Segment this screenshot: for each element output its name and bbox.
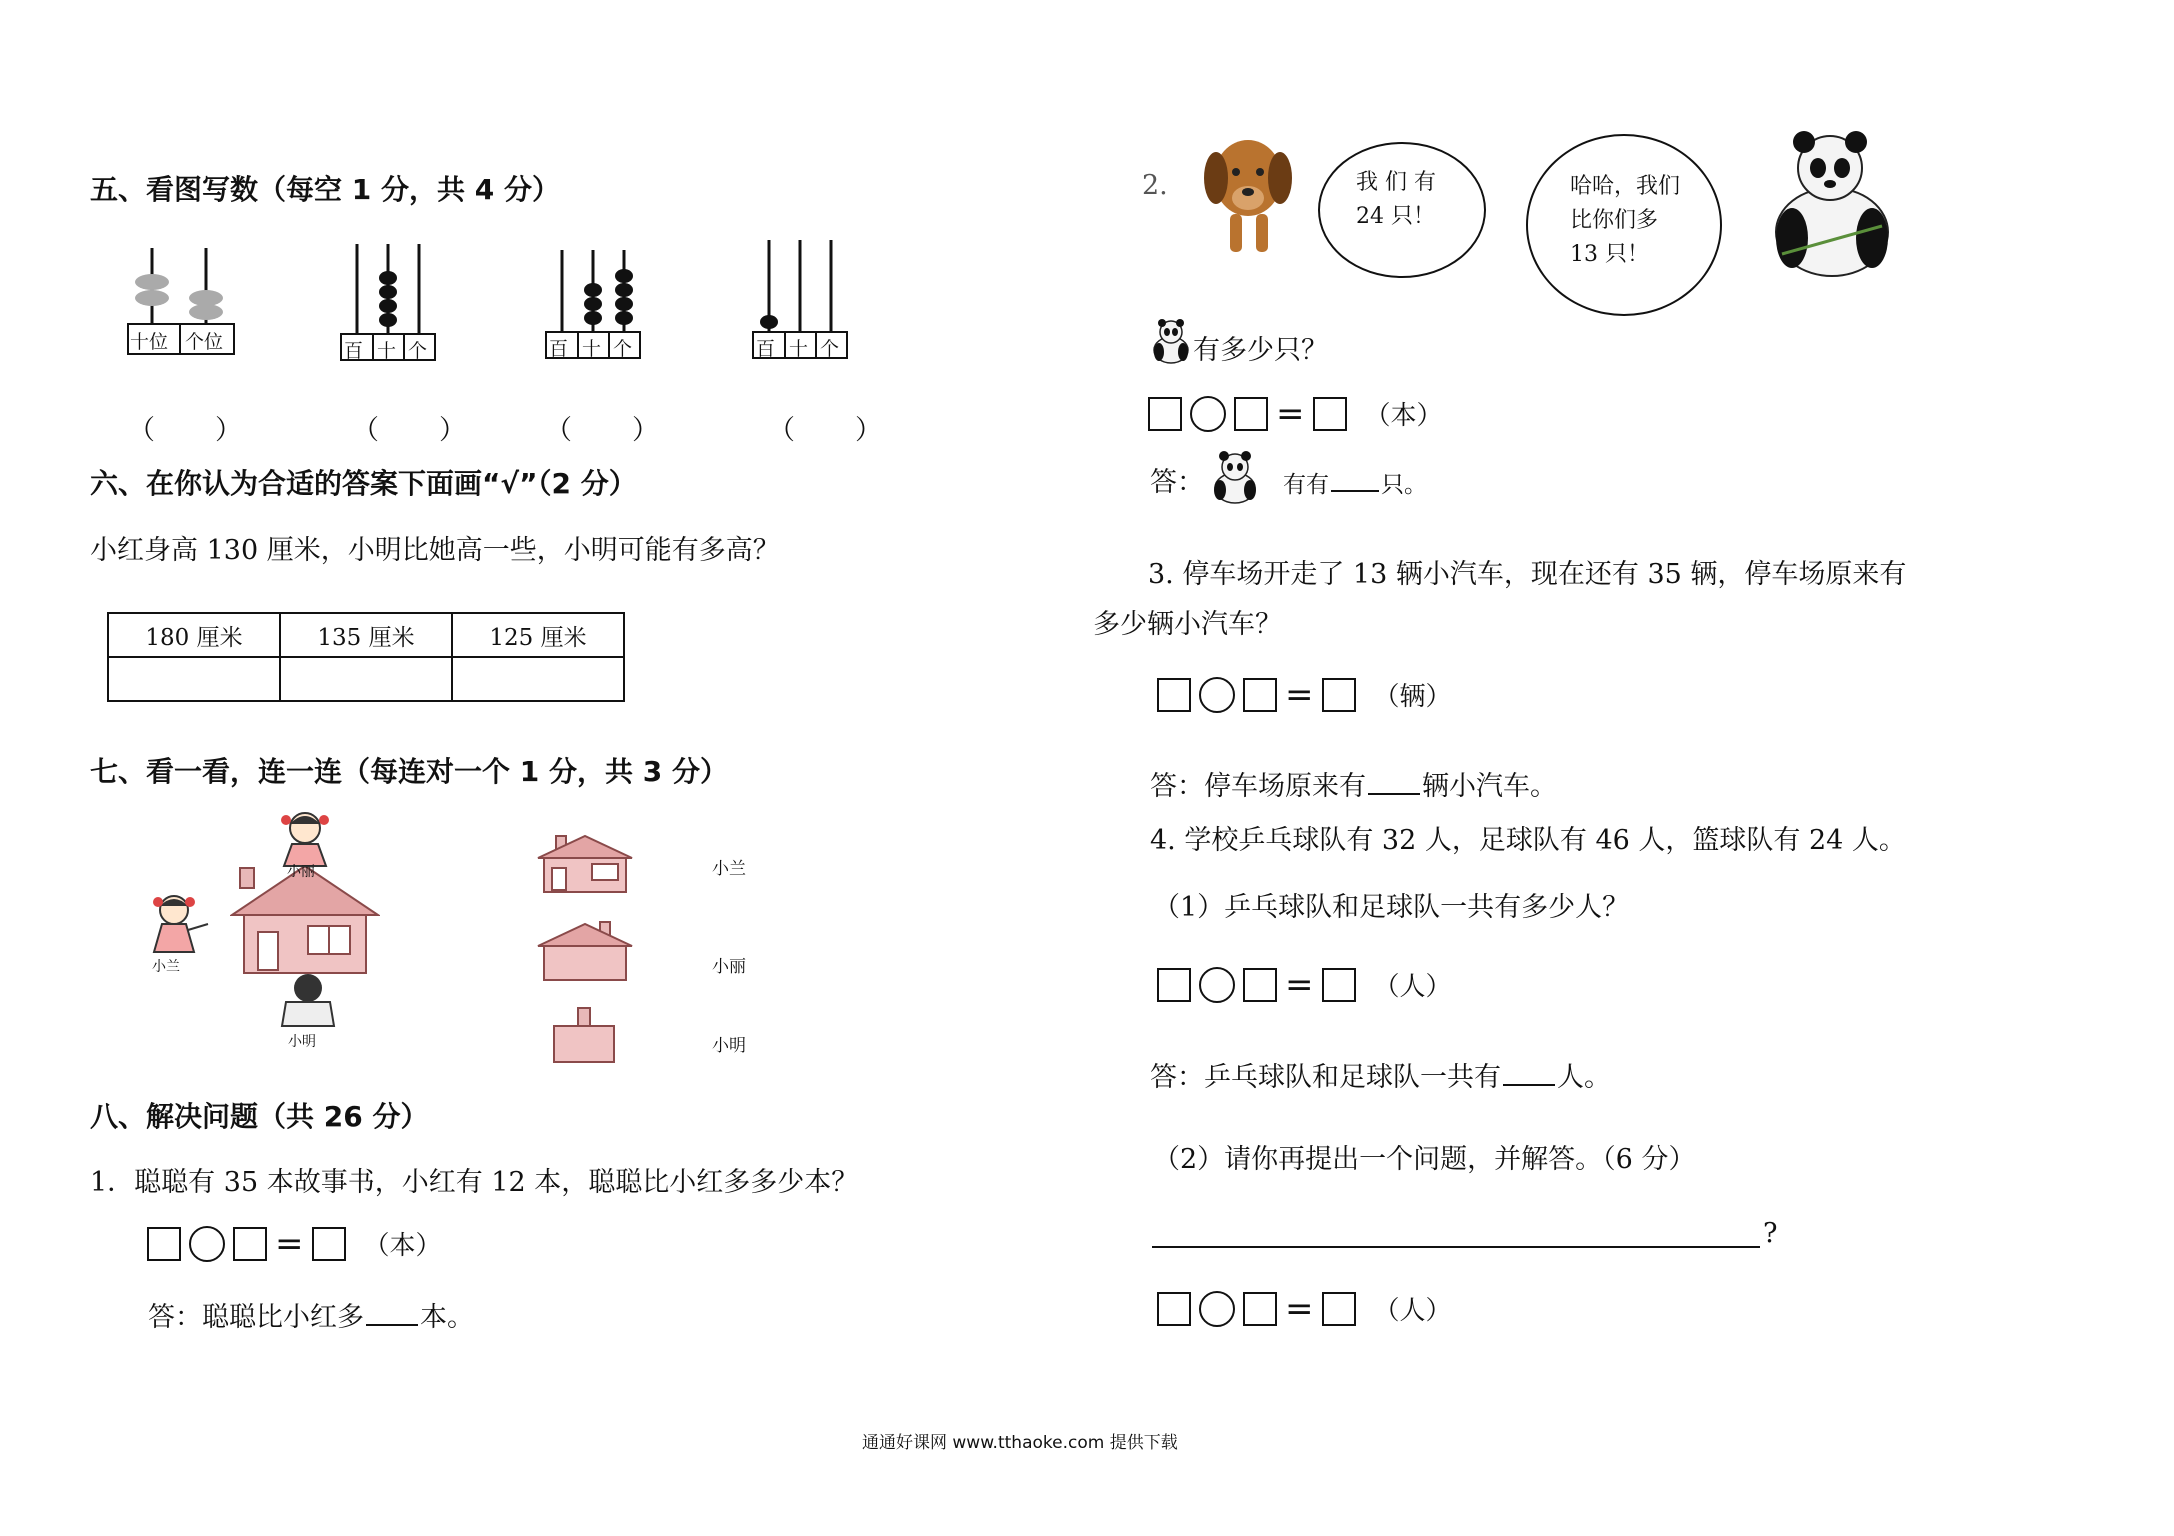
abacus3-label-tens: 十	[582, 338, 602, 360]
answer-blank-2[interactable]: （ ）	[352, 415, 466, 446]
check-cell-125[interactable]	[452, 657, 624, 701]
panda-speech-bubble: 哈哈，我们比你们多 13 只！	[1526, 134, 1722, 316]
height-option-125: 125 厘米	[452, 613, 624, 657]
q2-box-1[interactable]	[1148, 397, 1182, 431]
small-panda-icon	[1150, 316, 1192, 364]
q4b-box-result[interactable]	[1322, 1292, 1356, 1326]
q2-answer-prefix: 答：	[1150, 467, 1204, 498]
equals-sign: =	[1285, 964, 1314, 1005]
q4-own-question-line[interactable]	[1152, 1246, 1760, 1248]
q4-question-mark: ?	[1763, 1218, 1778, 1249]
q2-box-result[interactable]	[1313, 397, 1347, 431]
section-5-heading: 五、看图写数（每空 1 分，共 4 分）	[90, 173, 560, 206]
height-options-table	[107, 612, 625, 702]
equals-sign: =	[275, 1223, 304, 1264]
q3-answer-blank[interactable]	[1368, 771, 1420, 795]
q3-box-2[interactable]	[1243, 678, 1277, 712]
abacus2-label-ones: 个	[408, 340, 428, 362]
abacus2-label-tens: 十	[377, 340, 397, 362]
q4-answer: 答：乒乓球队和足球队一共有 人。	[1150, 1062, 1611, 1093]
q3-answer: 答：停车场原来有 辆小汽车。	[1150, 771, 1557, 802]
abacus4-label-hundreds: 百	[756, 338, 776, 360]
q4-equation-1[interactable]	[1157, 966, 1452, 1003]
q2-equation[interactable]	[1148, 395, 1443, 432]
q1-box-2[interactable]	[233, 1227, 267, 1261]
q4-answer-blank[interactable]	[1503, 1062, 1555, 1086]
small-panda-icon	[1210, 448, 1260, 504]
abacus2-label-hundreds: 百	[344, 340, 364, 362]
equals-sign: =	[1285, 674, 1314, 715]
q3-equation[interactable]	[1157, 676, 1452, 713]
q3-unit: （辆）	[1373, 682, 1452, 712]
q3-box-result[interactable]	[1322, 678, 1356, 712]
q1-answer: 答：聪聪比小红多 本。	[148, 1302, 474, 1333]
q1-box-1[interactable]	[147, 1227, 181, 1261]
section-6-heading: 六、在你认为合适的答案下面画“√”（2 分）	[90, 467, 637, 500]
q4b-unit: （人）	[1373, 1296, 1452, 1326]
abacus1-label-tens: 十位	[130, 331, 169, 353]
check-cell-180[interactable]	[108, 657, 280, 701]
q4-unit: （人）	[1373, 972, 1452, 1002]
q2-answer: 有有 只。	[1283, 466, 1427, 499]
dog-icon	[1198, 126, 1298, 260]
q1-operator-circle[interactable]	[189, 1226, 225, 1262]
q2-box-2[interactable]	[1234, 397, 1268, 431]
abacus4-label-tens: 十	[789, 338, 809, 360]
q3-text-line2: 多少辆小汽车？	[1093, 609, 1282, 640]
dog-speech-bubble: 我 们 有 24 只！	[1318, 142, 1486, 278]
girl-xiaolan-illustration	[140, 890, 212, 960]
q4-equation-2[interactable]	[1157, 1290, 1452, 1327]
q4-sub1: （1）乒乓球队和足球队一共有多少人？	[1153, 892, 1630, 923]
pic-label-xiaoming: 小明	[288, 1034, 316, 1050]
boy-xiaoming-illustration	[272, 970, 344, 1030]
abacus1-label-ones: 个位	[185, 331, 224, 353]
q3-box-1[interactable]	[1157, 678, 1191, 712]
name-xiaoming[interactable]: 小明	[712, 1036, 746, 1056]
height-option-135: 135 厘米	[280, 613, 452, 657]
q4b-box-2[interactable]	[1243, 1292, 1277, 1326]
panda-icon	[1762, 122, 1896, 278]
q4b-box-1[interactable]	[1157, 1292, 1191, 1326]
q2-answer-blank[interactable]	[1331, 468, 1379, 492]
q4-box-1[interactable]	[1157, 968, 1191, 1002]
abacus3-label-hundreds: 百	[549, 338, 569, 360]
q4-sub2: （2）请你再提出一个问题，并解答。（6 分）	[1153, 1144, 1696, 1175]
q2-unit: （本）	[1364, 401, 1443, 431]
equals-sign: =	[1276, 393, 1305, 434]
section-7-heading: 七、看一看，连一连（每连对一个 1 分，共 3 分）	[90, 755, 728, 788]
abacus4-label-ones: 个	[820, 338, 840, 360]
footer-credit: 通通好课网 www.tthaoke.com 提供下载	[862, 1433, 1178, 1453]
section-8-heading: 八、解决问题（共 26 分）	[90, 1100, 429, 1133]
q1-equation[interactable]	[147, 1225, 442, 1262]
pic-label-xiaoli: 小丽	[287, 864, 315, 880]
house-view-3	[548, 1006, 622, 1064]
q1-answer-blank[interactable]	[366, 1302, 418, 1326]
q4-text: 4. 学校乒乓球队有 32 人，足球队有 46 人，篮球队有 24 人。	[1150, 825, 1906, 856]
house-view-1	[536, 832, 634, 896]
q3-text-line1: 3. 停车场开走了 13 辆小汽车，现在还有 35 辆，停车场原来有	[1148, 559, 1907, 590]
q2-number: 2.	[1142, 170, 1168, 201]
q1-text: 1．聪聪有 35 本故事书，小红有 12 本，聪聪比小红多多少本？	[90, 1167, 859, 1198]
q3-operator-circle[interactable]	[1199, 677, 1235, 713]
pic-label-xiaolan: 小兰	[152, 959, 180, 975]
q2-question: 有多少只？	[1193, 335, 1328, 366]
name-xiaolan[interactable]: 小兰	[712, 859, 746, 879]
q2-operator-circle[interactable]	[1190, 396, 1226, 432]
abacus3-label-ones: 个	[613, 338, 633, 360]
q4b-operator-circle[interactable]	[1199, 1291, 1235, 1327]
q4-box-2[interactable]	[1243, 968, 1277, 1002]
answer-blank-4[interactable]: （ ）	[768, 415, 882, 446]
q1-box-result[interactable]	[312, 1227, 346, 1261]
q4-operator-circle[interactable]	[1199, 967, 1235, 1003]
height-option-180: 180 厘米	[108, 613, 280, 657]
house-view-2	[536, 918, 634, 984]
answer-blank-1[interactable]: （ ）	[128, 415, 242, 446]
name-xiaoli[interactable]: 小丽	[712, 957, 746, 977]
q1-unit: （本）	[363, 1231, 442, 1261]
q4-box-result[interactable]	[1322, 968, 1356, 1002]
check-cell-135[interactable]	[280, 657, 452, 701]
equals-sign: =	[1285, 1288, 1314, 1329]
height-question: 小红身高 130 厘米，小明比她高一些，小明可能有多高？	[90, 535, 780, 566]
answer-blank-3[interactable]: （ ）	[545, 415, 659, 446]
